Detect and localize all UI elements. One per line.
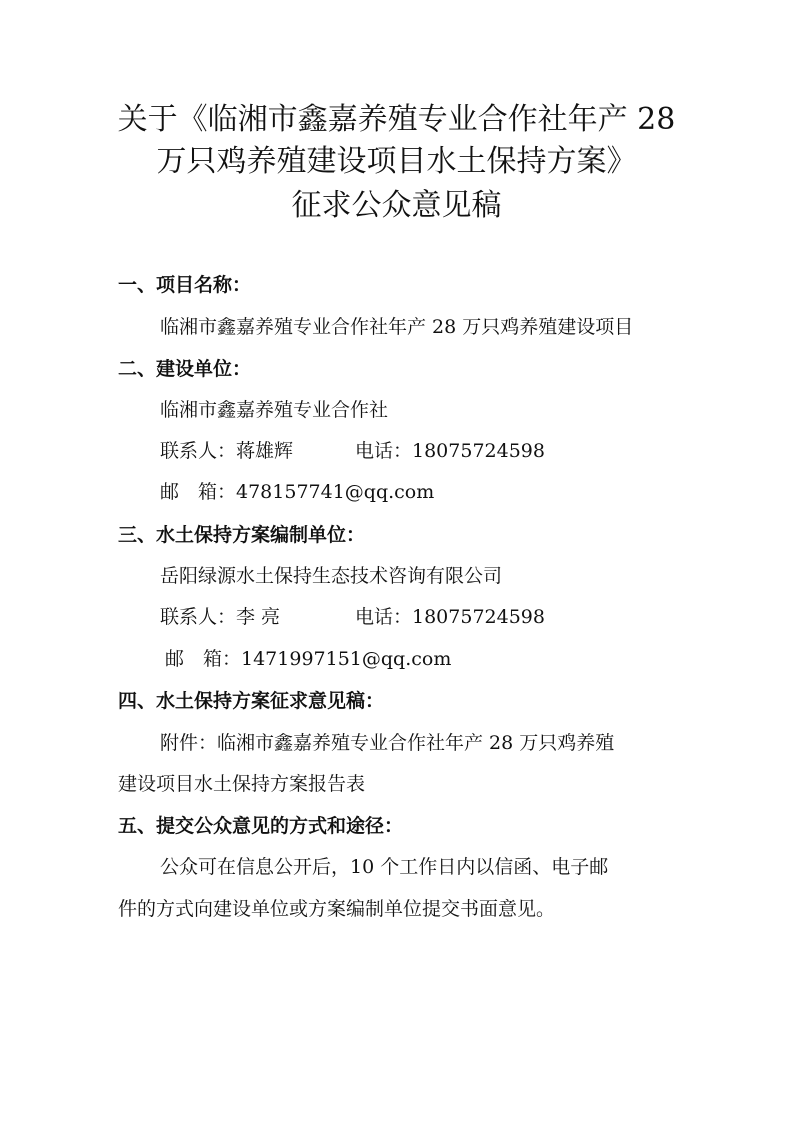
- title-line-2: 万只鸡养殖建设项目水土保持方案》: [156, 144, 637, 179]
- compiler-contact: 联系人：李 亮: [160, 606, 281, 628]
- section-heading-compiler: 三、水土保持方案编制单位：: [118, 524, 366, 546]
- compiler-email: 邮 箱：1471997151@qq.com: [165, 648, 452, 670]
- section-heading-project-name: 一、项目名称：: [118, 274, 252, 296]
- submission-line-2: 件的方式向建设单位或方案编制单位提交书面意见。: [118, 898, 556, 920]
- project-name-value: 临湘市鑫嘉养殖专业合作社年产 28 万只鸡养殖建设项目: [160, 316, 634, 338]
- draft-line-1: 附件：临湘市鑫嘉养殖专业合作社年产 28 万只鸡养殖: [160, 732, 615, 754]
- compiler-name: 岳阳绿源水土保持生态技术咨询有限公司: [160, 565, 503, 587]
- compiler-phone: 电话：18075724598: [355, 606, 545, 628]
- draft-line-2: 建设项目水土保持方案报告表: [118, 773, 366, 795]
- builder-contact: 联系人：蒋雄辉: [160, 440, 294, 462]
- section-heading-builder: 二、建设单位：: [118, 358, 252, 380]
- section-heading-submission: 五、提交公众意见的方式和途径：: [118, 815, 404, 837]
- section-heading-draft: 四、水土保持方案征求意见稿：: [118, 690, 385, 712]
- title-line-1: 关于《临湘市鑫嘉养殖专业合作社年产 28: [117, 102, 676, 137]
- submission-line-1: 公众可在信息公开后，10 个工作日内以信函、电子邮: [160, 856, 609, 878]
- title-line-3: 征求公众意见稿: [291, 188, 502, 223]
- builder-phone: 电话：18075724598: [355, 440, 545, 462]
- builder-email: 邮 箱：478157741@qq.com: [160, 481, 435, 503]
- builder-name: 临湘市鑫嘉养殖专业合作社: [160, 399, 389, 421]
